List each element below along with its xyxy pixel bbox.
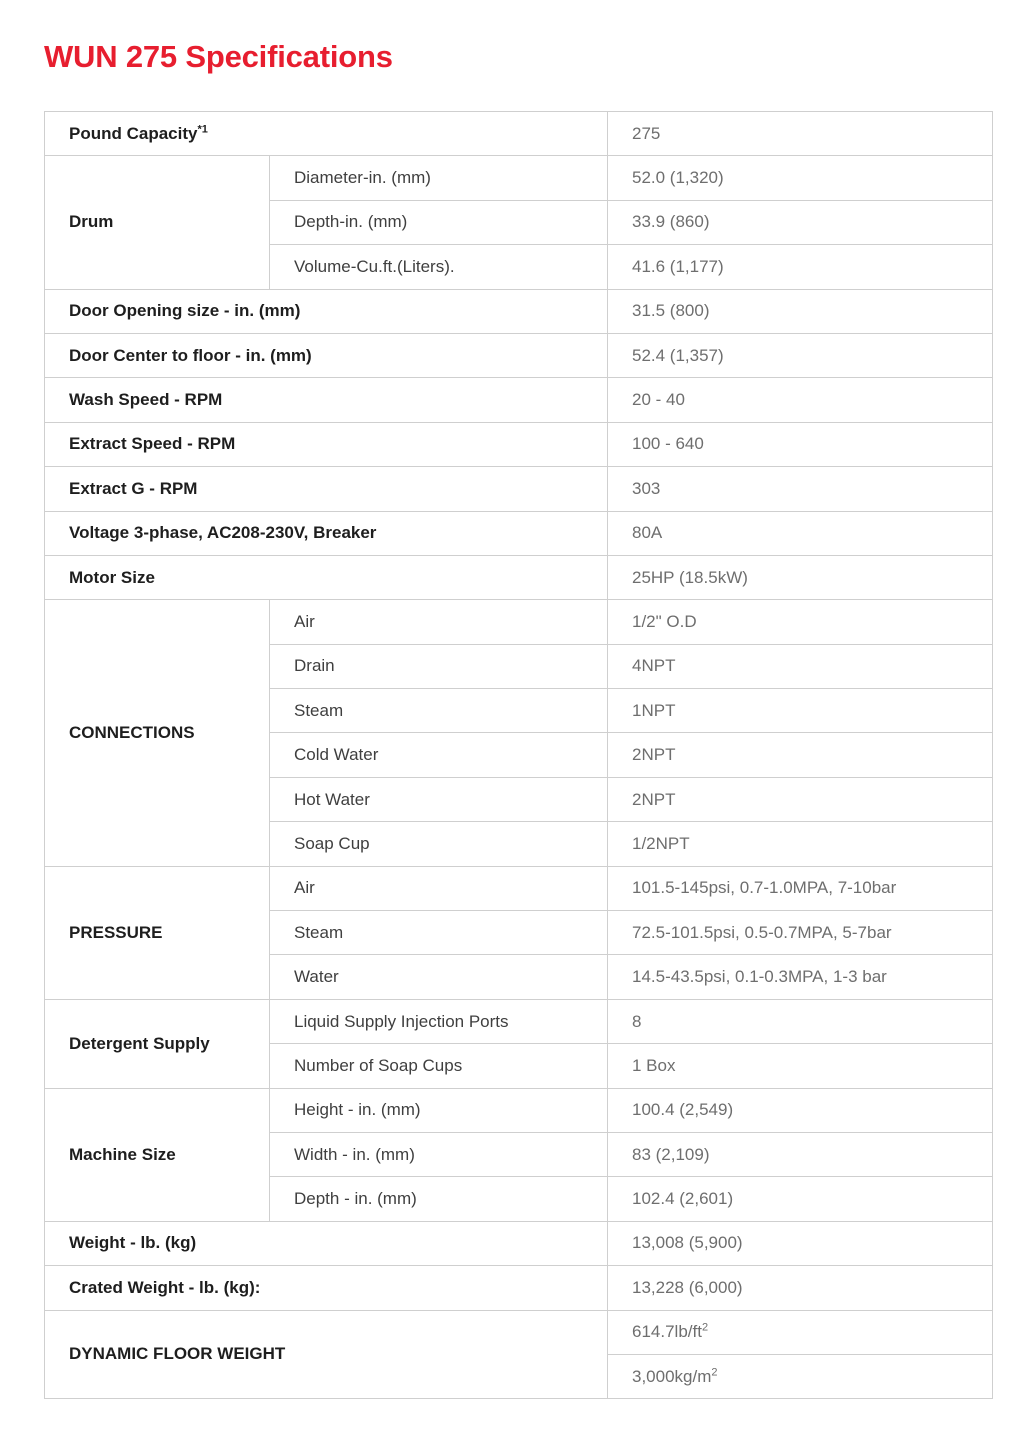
spec-row-extract-g [45,467,993,511]
spec-value: 14.5-43.5psi, 0.1-0.3MPA, 1-3 bar [608,955,993,999]
spec-row-door-center [45,333,993,377]
spec-row-detergent-ports [45,999,993,1043]
spec-row-dynamic-floor-weight-lb [45,1310,993,1354]
spec-value: 1 Box [608,1044,993,1088]
spec-sublabel: Steam [270,911,608,955]
spec-label: Voltage 3-phase, AC208-230V, Breaker [45,511,608,555]
spec-value: 52.0 (1,320) [608,156,993,200]
spec-sublabel: Height - in. (mm) [270,1088,608,1132]
spec-value: 83 (2,109) [608,1132,993,1176]
spec-label: Extract G - RPM [45,467,608,511]
spec-value: 1/2" O.D [608,600,993,644]
footnote-marker: *1 [197,123,208,136]
spec-sublabel: Volume-Cu.ft.(Liters). [270,245,608,289]
spec-label: Wash Speed - RPM [45,378,608,422]
specifications-table [44,111,993,1399]
spec-value: 1/2NPT [608,822,993,866]
value-text: 614.7lb/ft [632,1322,702,1342]
spec-sublabel: Width - in. (mm) [270,1132,608,1176]
spec-value: 102.4 (2,601) [608,1177,993,1221]
spec-value: 13,228 (6,000) [608,1266,993,1310]
spec-value: 101.5-145psi, 0.7-1.0MPA, 7-10bar [608,866,993,910]
spec-row-machine-height [45,1088,993,1132]
page-title: WUN 275 Specifications [44,39,393,74]
spec-row-wash-speed [45,378,993,422]
spec-group-pressure: PRESSURE [45,866,270,999]
spec-value: 8 [608,999,993,1043]
spec-group-connections: CONNECTIONS [45,600,270,866]
spec-row-pound-capacity [45,112,993,156]
spec-sublabel: Depth-in. (mm) [270,200,608,244]
spec-value-pound-capacity: 275 [608,112,993,156]
spec-sublabel: Drain [270,644,608,688]
spec-sublabel: Liquid Supply Injection Ports [270,999,608,1043]
spec-label: Motor Size [45,555,608,599]
spec-value: 52.4 (1,357) [608,333,993,377]
spec-value: 31.5 (800) [608,289,993,333]
spec-value: 100 - 640 [608,422,993,466]
spec-row-connections-air [45,600,993,644]
spec-value: 72.5-101.5psi, 0.5-0.7MPA, 5-7bar [608,911,993,955]
spec-row-weight [45,1221,993,1265]
spec-label: Weight - lb. (kg) [45,1221,608,1265]
spec-label: Extract Speed - RPM [45,422,608,466]
spec-group-machine-size: Machine Size [45,1088,270,1221]
spec-value: 25HP (18.5kW) [608,555,993,599]
spec-value: 2NPT [608,777,993,821]
spec-row-drum-diameter [45,156,993,200]
spec-value: 303 [608,467,993,511]
spec-sublabel: Soap Cup [270,822,608,866]
spec-row-door-opening [45,289,993,333]
spec-sublabel: Air [270,600,608,644]
spec-value: 100.4 (2,549) [608,1088,993,1132]
spec-row-motor-size [45,555,993,599]
spec-value: 2NPT [608,733,993,777]
pound-capacity-text: Pound Capacity [69,123,198,143]
spec-value: 41.6 (1,177) [608,245,993,289]
spec-value [608,1310,993,1354]
spec-group-drum: Drum [45,156,270,289]
spec-sublabel: Steam [270,689,608,733]
spec-label: Door Center to floor - in. (mm) [45,333,608,377]
spec-group-dynamic-floor-weight: DYNAMIC FLOOR WEIGHT [45,1310,608,1399]
spec-sublabel: Hot Water [270,777,608,821]
value-text: 3,000kg/m [632,1366,712,1386]
spec-row-extract-speed [45,422,993,466]
spec-sublabel: Water [270,955,608,999]
spec-group-detergent-supply: Detergent Supply [45,999,270,1088]
spec-value: 33.9 (860) [608,200,993,244]
spec-label: Door Opening size - in. (mm) [45,289,608,333]
spec-sublabel: Depth - in. (mm) [270,1177,608,1221]
spec-value: 1NPT [608,689,993,733]
spec-row-crated-weight [45,1266,993,1310]
spec-value: 4NPT [608,644,993,688]
spec-row-pressure-air [45,866,993,910]
spec-sublabel: Number of Soap Cups [270,1044,608,1088]
superscript: 2 [701,1321,709,1334]
superscript: 2 [711,1365,718,1378]
spec-value: 13,008 (5,900) [608,1221,993,1265]
spec-label-pound-capacity [45,112,608,156]
spec-value: 80A [608,511,993,555]
spec-sublabel: Cold Water [270,733,608,777]
spec-value [608,1354,993,1398]
spec-value: 20 - 40 [608,378,993,422]
spec-row-voltage [45,511,993,555]
spec-sublabel: Air [270,866,608,910]
spec-label: Crated Weight - lb. (kg): [45,1266,608,1310]
spec-sublabel: Diameter-in. (mm) [270,156,608,200]
